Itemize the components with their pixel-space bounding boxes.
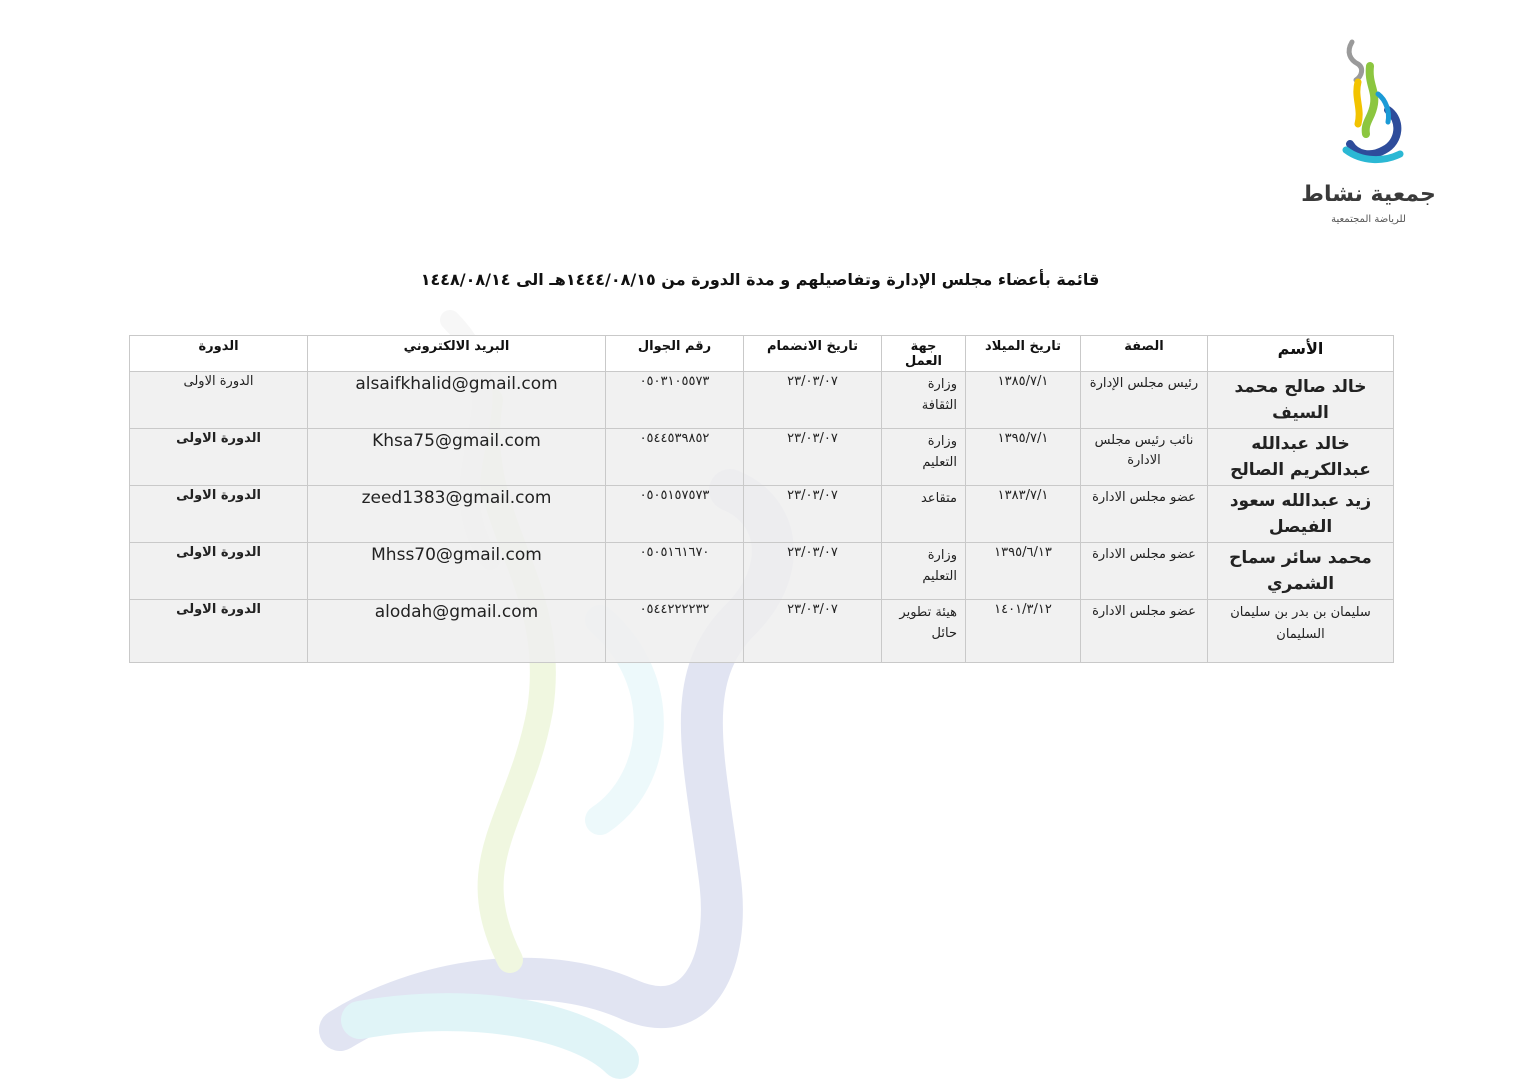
table-row xyxy=(130,372,1394,429)
member-email: Mhss70@gmail.com xyxy=(308,543,606,600)
member-birth-date: ١٣٩٥/٦/١٣ xyxy=(966,543,1081,600)
member-term: الدورة الاولى xyxy=(130,600,308,663)
header-email: البريد الالكتروني xyxy=(308,336,606,372)
member-name: زيد عبدالله سعود الفيصل xyxy=(1208,486,1394,543)
member-email: alsaifkhalid@gmail.com xyxy=(308,372,606,429)
member-phone: ٠٥٠٥١٦١٦٧٠ xyxy=(606,543,744,600)
table-row xyxy=(130,486,1394,543)
member-workplace: متقاعد xyxy=(882,486,966,543)
member-phone: ٠٥٤٤٥٣٩٨٥٢ xyxy=(606,429,744,486)
member-birth-date: ١٣٨٥/٧/١ xyxy=(966,372,1081,429)
logo-tagline: للرياضة المجتمعية xyxy=(1331,214,1406,225)
member-workplace: وزارة التعليم xyxy=(882,543,966,600)
member-email: zeed1383@gmail.com xyxy=(308,486,606,543)
member-phone: ٠٥٤٤٢٢٢٢٣٢ xyxy=(606,600,744,663)
header-work: جهة العمل xyxy=(882,336,966,372)
header-phone: رقم الجوال xyxy=(606,336,744,372)
member-workplace: وزارة الثقافة xyxy=(882,372,966,429)
header-term: الدورة xyxy=(130,336,308,372)
member-email: Khsa75@gmail.com xyxy=(308,429,606,486)
member-name: خالد صالح محمد السيف xyxy=(1208,372,1394,429)
member-role: عضو مجلس الادارة xyxy=(1081,486,1208,543)
member-join-date: ٢٣/٠٣/٠٧ xyxy=(744,429,882,486)
member-name: سليمان بن بدر بن سليمان السليمان xyxy=(1208,600,1394,663)
table-header-row xyxy=(130,336,1394,372)
member-name: محمد سائر سماح الشمري xyxy=(1208,543,1394,600)
member-birth-date: ١٤٠١/٣/١٢ xyxy=(966,600,1081,663)
member-term: الدورة الاولى xyxy=(130,429,308,486)
member-phone: ٠٥٠٣١٠٥٥٧٣ xyxy=(606,372,744,429)
member-email: alodah@gmail.com xyxy=(308,600,606,663)
member-birth-date: ١٣٨٣/٧/١ xyxy=(966,486,1081,543)
member-term: الدورة الاولى xyxy=(130,486,308,543)
table-row xyxy=(130,600,1394,663)
member-join-date: ٢٣/٠٣/٠٧ xyxy=(744,486,882,543)
member-role: نائب رئيس مجلس الادارة xyxy=(1081,429,1208,486)
header-birth: تاريخ الميلاد xyxy=(966,336,1081,372)
nashat-logo-icon xyxy=(1318,38,1418,188)
member-name: خالد عبدالله عبدالكريم الصالح xyxy=(1208,429,1394,486)
association-logo xyxy=(1296,38,1441,234)
member-workplace: هيئة تطوير حائل xyxy=(882,600,966,663)
board-members-table xyxy=(129,335,1394,663)
member-birth-date: ١٣٩٥/٧/١ xyxy=(966,429,1081,486)
member-term: الدورة الاولى xyxy=(130,543,308,600)
member-join-date: ٢٣/٠٣/٠٧ xyxy=(744,600,882,663)
logo-name: جمعية نشاط xyxy=(1301,182,1436,207)
member-term: الدورة الاولى xyxy=(130,372,308,429)
member-join-date: ٢٣/٠٣/٠٧ xyxy=(744,543,882,600)
header-join: تاريخ الانضمام xyxy=(744,336,882,372)
member-workplace: وزارة التعليم xyxy=(882,429,966,486)
header-role: الصفة xyxy=(1081,336,1208,372)
page-title: قائمة بأعضاء مجلس الإدارة وتفاصيلهم و مدة الدورة من ١٤٤٤/٠٨/١٥هـ الى ١٤٤٨/٠٨/١٤ xyxy=(420,270,1100,289)
member-role: عضو مجلس الادارة xyxy=(1081,543,1208,600)
member-join-date: ٢٣/٠٣/٠٧ xyxy=(744,372,882,429)
table-row xyxy=(130,543,1394,600)
header-name: الأسم xyxy=(1208,336,1394,372)
table-row xyxy=(130,429,1394,486)
member-phone: ٠٥٠٥١٥٧٥٧٣ xyxy=(606,486,744,543)
member-role: رئيس مجلس الإدارة xyxy=(1081,372,1208,429)
member-role: عضو مجلس الادارة xyxy=(1081,600,1208,663)
